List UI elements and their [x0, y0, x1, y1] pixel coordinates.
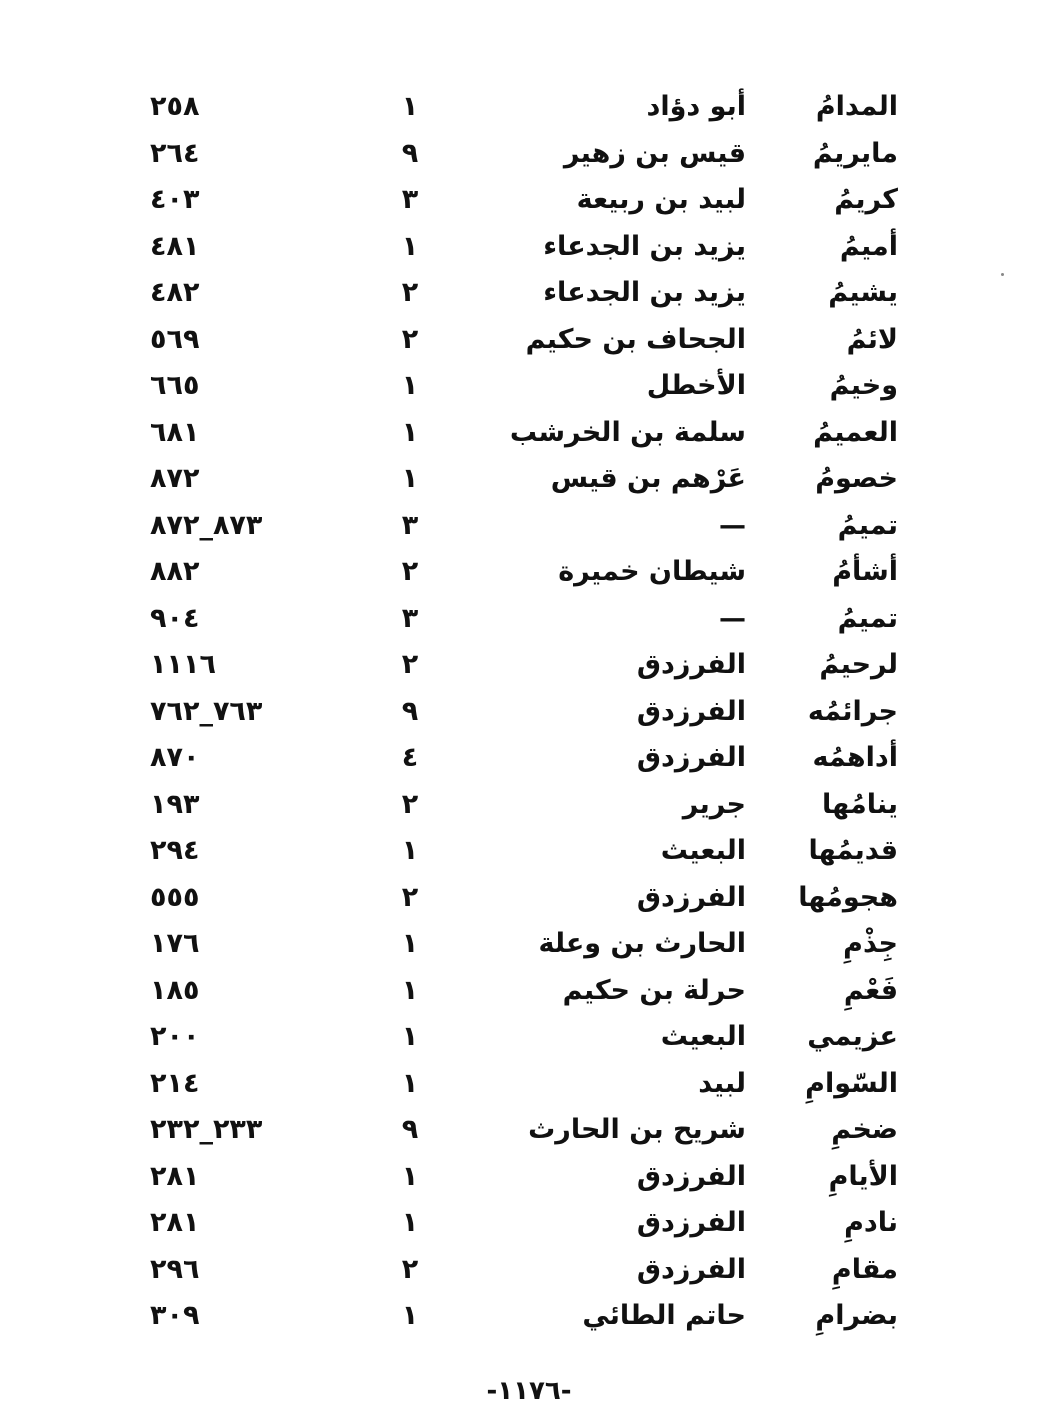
rhyme-word: ينامُها — [822, 788, 898, 820]
scan-speck — [1001, 273, 1004, 276]
verse-count: ٢ — [401, 649, 419, 680]
index-row — [0, 270, 1058, 317]
rhyme-word: بضرامِ — [815, 1300, 898, 1331]
index-row — [0, 131, 1058, 178]
index-row — [0, 1293, 1058, 1340]
rhyme-word: هجومُها — [798, 881, 898, 913]
poet-name: لبيد بن ربيعة — [576, 184, 746, 215]
rhyme-word: تميمُ — [837, 602, 898, 634]
index-row — [0, 1154, 1058, 1201]
poet-name: الفرزدق — [636, 1160, 746, 1192]
index-row — [0, 549, 1058, 596]
rhyme-word: جِذْمِ — [843, 928, 898, 959]
poet-name: قيس بن زهير — [563, 137, 746, 169]
page-ref: ٦٨١ — [150, 416, 200, 448]
rhyme-word: لائمُ — [846, 323, 898, 355]
index-row — [0, 968, 1058, 1015]
poet-name: الحارث بن وعلة — [538, 928, 746, 959]
index-row — [0, 1200, 1058, 1247]
page-ref: ٥٦٩ — [150, 323, 200, 355]
page-ref: ٢٥٨ — [150, 91, 200, 122]
poet-name: الأخطل — [646, 370, 746, 401]
rhyme-word: خصومُ — [815, 463, 898, 494]
index-row — [0, 410, 1058, 457]
page-number: -١١٧٦- — [486, 1376, 572, 1406]
verse-count: ١ — [401, 1300, 419, 1331]
verse-count: ٢ — [401, 881, 419, 913]
rhyme-word: يشيمُ — [828, 277, 898, 308]
verse-count: ٩ — [401, 695, 419, 727]
page-ref: ٢٣٣_٢٣٢ — [150, 1114, 263, 1145]
page-ref: ٢٦٤ — [150, 137, 200, 169]
rhyme-word: تميمُ — [837, 509, 898, 541]
index-row — [0, 456, 1058, 503]
rhyme-word: جرائمُه — [807, 695, 898, 727]
verse-count: ١ — [401, 370, 419, 401]
verse-count: ٢ — [401, 277, 419, 308]
poet-name: الفرزدق — [636, 881, 746, 913]
poet-name: الجحاف بن حكيم — [525, 323, 746, 355]
page-ref: ٢١٤ — [150, 1067, 200, 1099]
page-ref: ٢٠٠ — [150, 1021, 200, 1052]
poet-name: الفرزدق — [636, 695, 746, 727]
rhyme-word: أداهمُه — [812, 742, 898, 773]
verse-count: ١ — [401, 1207, 419, 1238]
rhyme-word: الأيامِ — [828, 1160, 898, 1192]
verse-count: ٤ — [401, 742, 419, 773]
index-row — [0, 84, 1058, 131]
page-ref: ٦٦٥ — [150, 370, 200, 401]
poet-name: حرلة بن حكيم — [562, 974, 746, 1006]
poet-name: عَرْهم بن قيس — [550, 463, 746, 494]
rhyme-word: لرحيمُ — [819, 649, 898, 680]
rhyme-word: ضخمِ — [831, 1114, 898, 1145]
rhyme-word: أميمُ — [839, 230, 898, 262]
poet-name: حاتم الطائي — [582, 1300, 746, 1331]
poet-name: لبيد — [698, 1067, 746, 1099]
poet-name: الفرزدق — [636, 649, 746, 680]
rhyme-index-table — [0, 84, 1058, 1340]
verse-count: ١ — [401, 91, 419, 122]
index-row — [0, 317, 1058, 364]
poet-name: البعيث — [660, 1021, 746, 1052]
index-row — [0, 642, 1058, 689]
index-row — [0, 921, 1058, 968]
index-row — [0, 363, 1058, 410]
index-row — [0, 1061, 1058, 1108]
index-row — [0, 1107, 1058, 1154]
verse-count: ٢ — [401, 1253, 419, 1285]
page-ref: ٢٩٦ — [150, 1253, 200, 1285]
poet-name: — — [719, 602, 746, 634]
poet-name: شريح بن الحارث — [528, 1114, 746, 1145]
rhyme-word: أشأمُ — [832, 556, 898, 587]
verse-count: ١ — [401, 928, 419, 959]
verse-count: ٣ — [401, 184, 419, 215]
page-ref: ١١١٦ — [150, 649, 216, 680]
page-ref: ٧٦٣_٧٦٢ — [150, 695, 263, 727]
page-ref: ٣٠٩ — [150, 1300, 200, 1331]
page-ref: ٩٠٤ — [150, 602, 200, 634]
rhyme-word: قديمُها — [808, 835, 898, 866]
index-row — [0, 596, 1058, 643]
page-ref: ٢٩٤ — [150, 835, 200, 866]
index-row — [0, 689, 1058, 736]
index-row — [0, 224, 1058, 271]
index-row — [0, 782, 1058, 829]
verse-count: ١ — [401, 463, 419, 494]
poet-name: الفرزدق — [636, 1207, 746, 1238]
rhyme-word: المدامُ — [815, 91, 898, 122]
page-ref: ٤٠٣ — [150, 184, 200, 215]
rhyme-word: وخيمُ — [829, 370, 898, 401]
page-ref: ٢٨١ — [150, 1207, 200, 1238]
rhyme-word: عزيمي — [807, 1021, 898, 1052]
verse-count: ٣ — [401, 602, 419, 634]
verse-count: ٢ — [401, 323, 419, 355]
page-ref: ١٩٣ — [150, 788, 200, 820]
poet-name: الفرزدق — [636, 742, 746, 773]
poet-name: الفرزدق — [636, 1253, 746, 1285]
poet-name: سلمة بن الخرشب — [509, 416, 746, 448]
index-row — [0, 177, 1058, 224]
verse-count: ١ — [401, 1021, 419, 1052]
rhyme-word: مقامِ — [831, 1253, 898, 1285]
page-ref: ٨٧٠ — [150, 742, 200, 773]
page-ref: ٤٨١ — [150, 230, 200, 262]
index-row — [0, 735, 1058, 782]
verse-count: ٢ — [401, 556, 419, 587]
verse-count: ٢ — [401, 788, 419, 820]
index-row — [0, 875, 1058, 922]
page-ref: ٨٧٢ — [150, 463, 200, 494]
page-ref: ٨٧٣_٨٧٢ — [150, 509, 263, 541]
rhyme-word: كريمُ — [834, 184, 898, 215]
poet-name: يزيد بن الجدعاء — [543, 230, 746, 262]
poet-name: جرير — [682, 788, 746, 820]
page-ref: ١٨٥ — [150, 974, 200, 1006]
index-row — [0, 828, 1058, 875]
rhyme-word: فَعْمِ — [843, 974, 898, 1006]
poet-name: شيطان خميرة — [558, 556, 746, 587]
poet-name: يزيد بن الجدعاء — [543, 277, 746, 308]
index-row — [0, 1014, 1058, 1061]
index-row — [0, 1247, 1058, 1294]
poet-name: — — [719, 509, 746, 541]
verse-count: ٩ — [401, 1114, 419, 1145]
rhyme-word: مايريمُ — [812, 137, 898, 169]
rhyme-word: العميمُ — [813, 416, 898, 448]
rhyme-word: نادمِ — [844, 1207, 898, 1238]
page-ref: ٤٨٢ — [150, 277, 200, 308]
page-ref: ٢٨١ — [150, 1160, 200, 1192]
verse-count: ١ — [401, 416, 419, 448]
page-ref: ١٧٦ — [150, 928, 200, 959]
poet-name: البعيث — [660, 835, 746, 866]
verse-count: ١ — [401, 974, 419, 1006]
verse-count: ١ — [401, 1067, 419, 1099]
rhyme-word: السّوامِ — [805, 1067, 898, 1099]
poet-name: أبو دؤاد — [646, 91, 746, 122]
page-ref: ٨٨٢ — [150, 556, 200, 587]
verse-count: ١ — [401, 835, 419, 866]
verse-count: ١ — [401, 1160, 419, 1192]
verse-count: ٩ — [401, 137, 419, 169]
page-ref: ٥٥٥ — [150, 881, 200, 913]
verse-count: ٣ — [401, 509, 419, 541]
verse-count: ١ — [401, 230, 419, 262]
index-row — [0, 503, 1058, 550]
